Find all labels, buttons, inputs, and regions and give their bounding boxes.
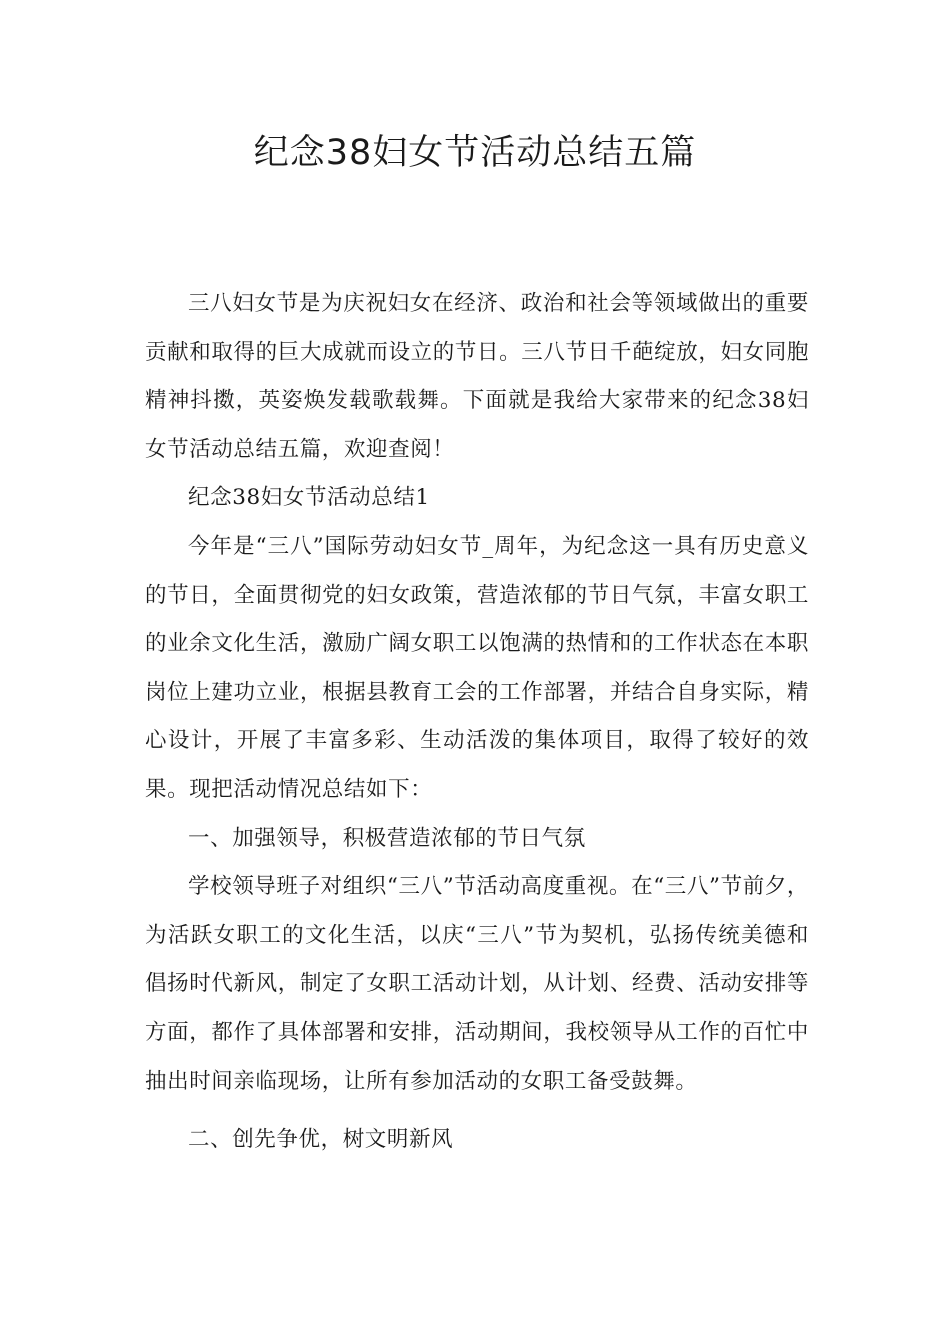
intro-paragraph: 三八妇女节是为庆祝妇女在经济、政治和社会等领域做出的重要贡献和取得的巨大成就而设立的节日。三八节日千葩绽放，妇女同胞精神抖擞，英姿焕发载歌载舞。下面就是我给大家带来的纪念38妇女节活动总结五篇，欢迎查阅！ bbox=[145, 291, 809, 462]
document-title: 纪念38妇女节活动总结五篇 bbox=[253, 133, 697, 173]
body-paragraph-2: 学校领导班子对组织“三八”节活动高度重视。在“三八”节前夕，为活跃女职工的文化生活，以庆“三八”节为契机，弘扬传统美德和倡扬时代新风，制定了女职工活动计划，从计划、经费、活动安排等方面，都作了具体部署和安排，活动期间，我校领导从工作的百忙中抽出时间亲临现场，让所有参加活动的女职工备受鼓舞。 bbox=[145, 874, 809, 1094]
section-heading-1: 纪念38妇女节活动总结1 bbox=[188, 485, 430, 511]
sub-heading-2: 二、创先争优，树文明新风 bbox=[188, 1127, 454, 1153]
sub-heading-1: 一、加强领导，积极营造浓郁的节日气氛 bbox=[188, 825, 586, 851]
document-body bbox=[145, 280, 809, 1165]
body-paragraph-1: 今年是“三八”国际劳动妇女节_周年，为纪念这一具有历史意义的节日，全面贯彻党的妇女政策，营造浓郁的节日气氛，丰富女职工的业余文化生活，激励广阔女职工以饱满的热情和的工作状态在本职岗位上建功立业，根据县教育工会的工作部署，并结合自身实际，精心设计，开展了丰富多彩、生动活泼的集体项目，取得了较好的效果。现把活动情况总结如下： bbox=[145, 533, 809, 802]
